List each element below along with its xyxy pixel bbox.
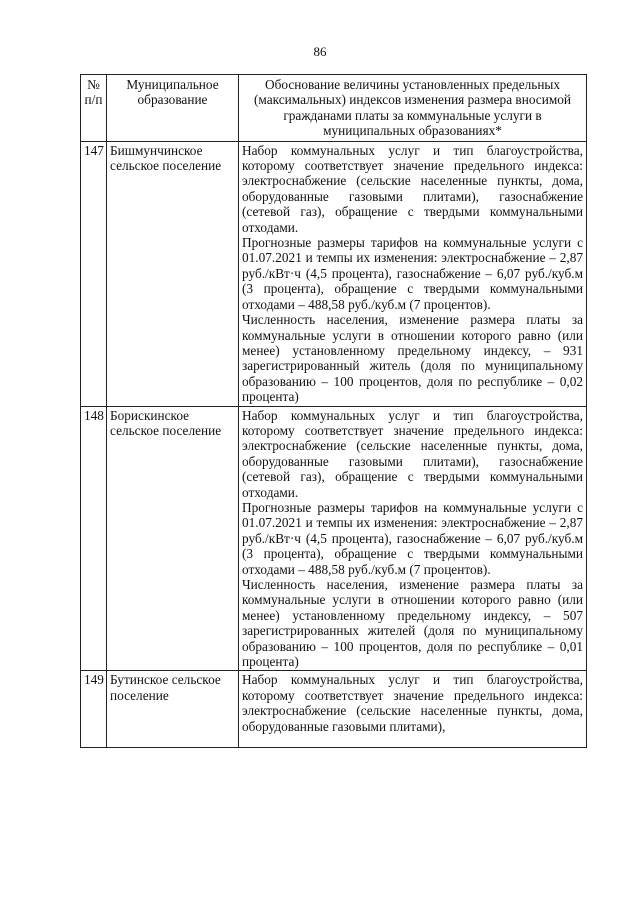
population-paragraph: Численность населения, изменение размера платы за коммунальные услуги в отношении которого равно (или менее) установленному предельному индексу, – 507 зарегистрированных жителей (доля по муниципальному образованию – 100 процентов, доля по республике – 0,01 процента) bbox=[242, 577, 583, 670]
population-paragraph: Численность населения, изменение размера платы за коммунальные услуги в отношении которого равно (или менее) установленному предельному индексу, – 931 зарегистрированный житель (доля по муниципальному образованию – 100 процентов, доля по республике – 0,02 процента) bbox=[242, 312, 583, 405]
row-number: 148 bbox=[81, 406, 107, 671]
tariff-index-table bbox=[80, 74, 587, 748]
services-paragraph: Набор коммунальных услуг и тип благоустройства, которому соответствует значение предельного индекса: электроснабжение (сельские населенные пункты, дома, оборудованные газовыми плитами), газоснабжение (сетевой газ), обращение с твердыми коммунальными отходами. bbox=[242, 407, 583, 500]
header-municipality: Муниципальное образование bbox=[107, 75, 239, 142]
tariffs-paragraph: Прогнозные размеры тарифов на коммунальные услуги с 01.07.2021 и темпы их изменения: электроснабжение – 2,87 руб./кВт·ч (4,5 процента), газоснабжение – 6,07 руб./куб.м (3 процента), обращение с твердыми коммунальными отходами – 488,58 руб./куб.м (7 процентов). bbox=[242, 499, 583, 577]
basis-cell bbox=[239, 406, 587, 671]
row-number: 147 bbox=[81, 141, 107, 406]
tariffs-paragraph: Прогнозные размеры тарифов на коммунальные услуги с 01.07.2021 и темпы их изменения: электроснабжение – 2,87 руб./кВт·ч (4,5 процента), газоснабжение – 6,07 руб./куб.м (3 процента), обращение с твердыми коммунальными отходами – 488,58 руб./куб.м (7 процентов). bbox=[242, 235, 583, 312]
services-paragraph: Набор коммунальных услуг и тип благоустройства, которому соответствует значение предельного индекса: электроснабжение (сельские населенные пункты, дома, оборудованные газовыми плитами), газоснабжение (сетевой газ), обращение с твердыми коммунальными отходами. bbox=[242, 142, 583, 235]
basis-cell bbox=[239, 141, 587, 406]
table-row bbox=[81, 406, 587, 671]
row-number: 149 bbox=[81, 671, 107, 748]
municipality-name: Борискинское сельское поселение bbox=[107, 406, 239, 671]
table-row bbox=[81, 671, 587, 748]
services-paragraph: Набор коммунальных услуг и тип благоустройства, которому соответствует значение предельного индекса: электроснабжение (сельские населенные пункты, дома, оборудованные газовыми плитами), bbox=[242, 672, 583, 734]
page-number: 86 bbox=[313, 44, 327, 59]
municipality-name: Бутинское сельское поселение bbox=[107, 671, 239, 748]
header-basis: Обоснование величины установленных предельных (максимальных) индексов изменения размера вносимой гражданами платы за коммунальные услуги в муниципальных образованиях* bbox=[239, 75, 587, 142]
header-number: № п/п bbox=[81, 75, 107, 142]
table-header-row bbox=[81, 75, 587, 142]
municipality-name: Бишмунчинское сельское поселение bbox=[107, 141, 239, 406]
basis-cell bbox=[239, 671, 587, 748]
table-row bbox=[81, 141, 587, 406]
